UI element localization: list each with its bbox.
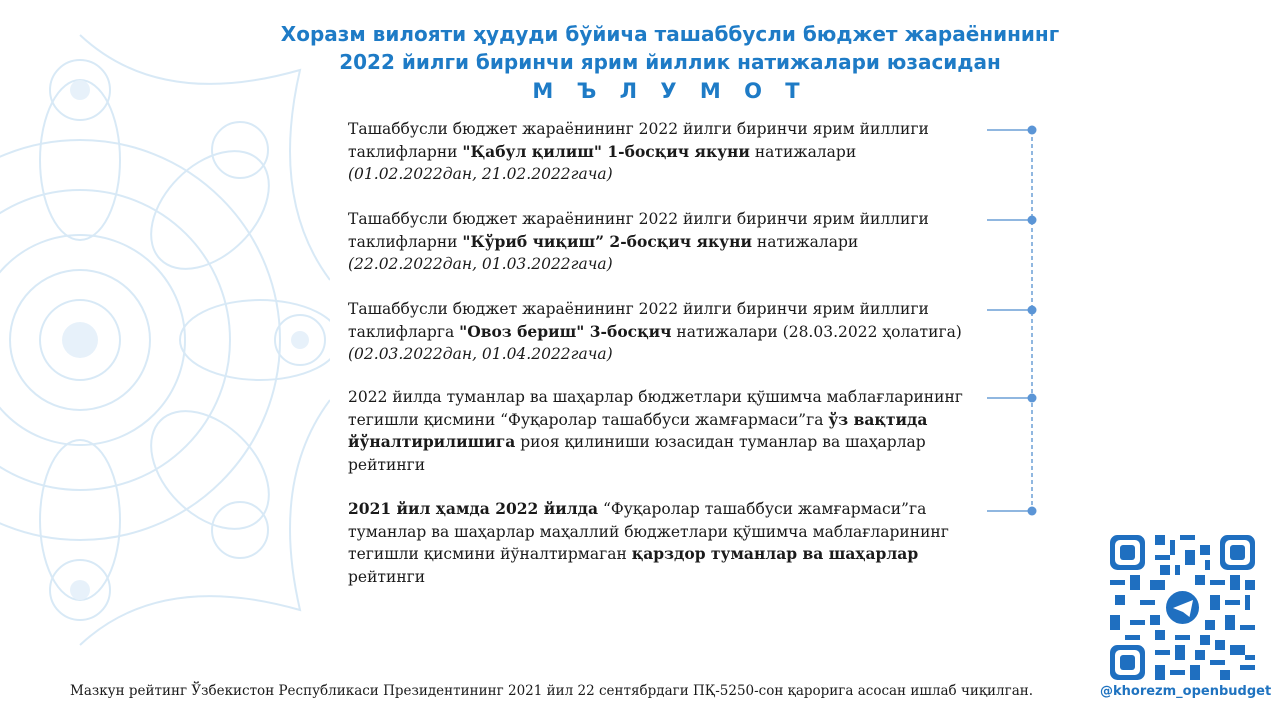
title-line-3: М Ъ Л У М О Т <box>532 79 808 103</box>
telegram-handle[interactable]: @khorezm_openbudget <box>1100 684 1272 699</box>
telegram-icon <box>1165 590 1201 626</box>
list-item: Ташаббусли бюджет жараёнининг 2022 йилги биринчи ярим йиллиги таклифларни "Кўриб чиқиш” 2-босқич якуни натижалари (22.02.2022дан, 01.03.2022гача) <box>348 210 929 273</box>
list-item: 2022 йилда туманлар ва шаҳарлар бюджетлари қўшимча маблағларининг тегишли қисмини “Фуқаролар ташаббуси жамғармаси”га ўз вақтида йўналтирилишига риоя қилиниши юзасидан туманлар ва шаҳарлар рейтинги <box>348 388 963 474</box>
list-item: Ташаббусли бюджет жараёнининг 2022 йилги биринчи ярим йиллиги таклифларга "Овоз бериш" 3-босқич натижалари (28.03.2022 ҳолатига) (02.03.2022дан, 01.04.2022гача) <box>348 300 962 363</box>
title-line-2: 2022 йилги биринчи ярим йиллик натижалари юзасидан <box>339 50 1001 74</box>
page-title <box>240 20 1100 106</box>
footer-note: Мазкун рейтинг Ўзбекистон Республикаси Президентининг 2021 йил 22 сентябрдаги ПҚ-5250-сон қарорига асосан ишлаб чиқилган. <box>70 683 1034 699</box>
mandala-ornament-icon <box>0 30 330 650</box>
qr-code-icon[interactable] <box>1110 535 1255 680</box>
list-item: Ташаббусли бюджет жараёнининг 2022 йилги биринчи ярим йиллиги таклифларни "Қабул қилиш" 1-босқич якуни натижалари (01.02.2022дан, 21.02.2022гача) <box>348 120 929 183</box>
title-line-1: Хоразм вилояти ҳудуди бўйича ташаббусли бюджет жараёнининг <box>280 22 1060 46</box>
timeline-connector <box>985 120 1045 520</box>
list-item: 2021 йил ҳамда 2022 йилда “Фуқаролар ташаббуси жамғармаси”га туманлар ва шаҳарлар маҳаллий бюджетлари қўшимча маблағларининг тегишли қисмини йўналтирмаган қарздор туманлар ва шаҳарлар рейтинги <box>348 499 949 586</box>
